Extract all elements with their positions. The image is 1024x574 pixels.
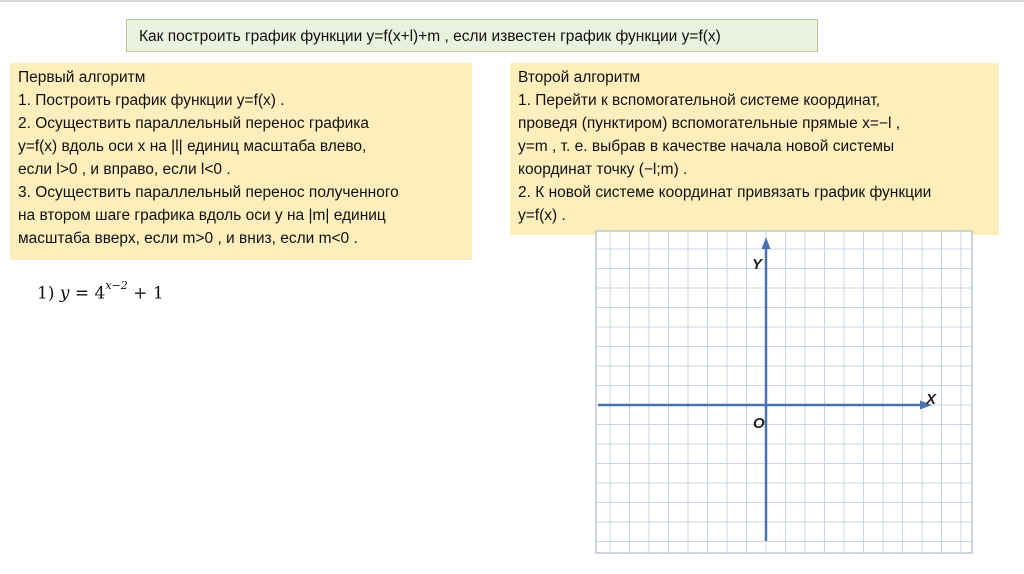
task-formula [37, 279, 164, 304]
formula-lhs: y [59, 283, 70, 304]
algorithm-heading: Первый алгоритм [18, 69, 146, 86]
page-title [126, 19, 818, 52]
algorithm-heading: Второй алгоритм [518, 69, 641, 86]
task-number: 1) [37, 283, 55, 304]
algorithm-step-text: y=f(x) вдоль оси x на |l| единиц масштаба влево, [18, 138, 367, 155]
formula-base: 4 [94, 283, 106, 304]
x-axis-label: X [926, 391, 937, 408]
algorithm-step-text: масштаба вверх, если m>0 , и вниз, если m<0 . [18, 230, 358, 247]
origin-label: O [753, 415, 765, 432]
algorithm-step-text: если l>0 , и вправо, если l<0 . [18, 161, 231, 178]
y-axis-label: Y [752, 256, 763, 273]
algorithm-step-text: y=m , т. е. выбрав в качестве начала новой системы [518, 138, 895, 155]
algorithm-step-text: 2. Осуществить параллельный перенос графика [18, 115, 369, 132]
algorithm-step-text: y=f(x) . [518, 207, 566, 224]
algorithm-step-text: на втором шаге графика вдоль оси y на |m| единиц [18, 207, 386, 224]
formula-tail: + 1 [127, 283, 164, 304]
first-algorithm-box [10, 63, 472, 260]
algorithm-step-text: 3. Осуществить параллельный перенос полученного [18, 184, 399, 201]
top-divider [0, 0, 1024, 2]
formula-equals: = [69, 283, 95, 304]
coordinate-grid [590, 227, 974, 557]
grid-border [596, 231, 972, 553]
algorithm-step-text: координат точку (−l;m) . [518, 161, 688, 178]
algorithm-step-text: проведя (пунктиром) вспомогательные прямые x=−l , [518, 115, 900, 132]
page-title-text: Как построить график функции y=f(x+l)+m , если известен график функции y=f(x) [139, 28, 721, 45]
second-algorithm-box [510, 63, 999, 235]
algorithm-step-text: 2. К новой системе координат привязать график функции [518, 184, 932, 201]
formula-exponent: x−2 [105, 279, 128, 292]
algorithm-step-text: 1. Перейти к вспомогательной системе координат, [518, 92, 881, 109]
algorithm-step-text: 1. Построить график функции y=f(x) . [18, 92, 285, 109]
